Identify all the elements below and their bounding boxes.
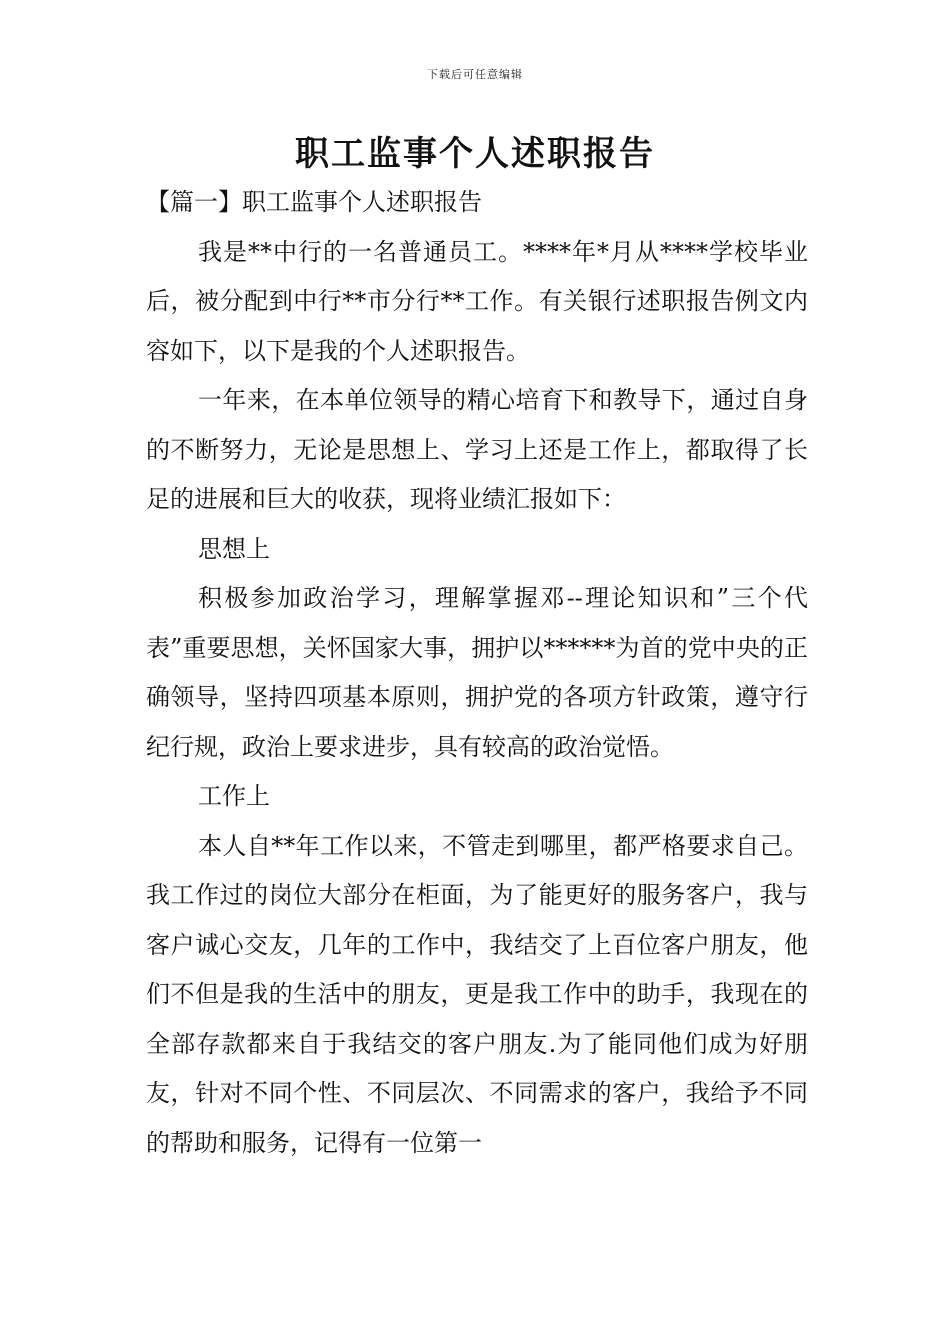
- paragraph-summary: 一年来，在本单位领导的精心培育下和教导下，通过自身的不断努力，无论是思想上、学习上还是工作上，都取得了长足的进展和巨大的收获，现将业绩汇报如下：: [146, 386, 808, 513]
- document-body: [146, 178, 808, 1168]
- section-label: 【篇一】职工监事个人述职报告: [146, 188, 482, 216]
- paragraph-thought: 积极参加政治学习，理解掌握邓--理论知识和”三个代表”重要思想，关怀国家大事，拥护以******为首的党中央的正确领导，坚持四项基本原则，拥护党的各项方针政策，遵守行纪行规，政治上要求进步，具有较高的政治觉悟。: [146, 584, 808, 761]
- paragraph-work: 本人自**年工作以来，不管走到哪里，都严格要求自己。我工作过的岗位大部分在柜面，为了能更好的服务客户，我与客户诚心交友，几年的工作中，我结交了上百位客户朋友，他们不但是我的生活中的朋友，更是我工作中的助手，我现在的全部存款都来自于我结交的客户朋友.为了能同他们成为好朋友，针对不同个性、不同层次、不同需求的客户，我给予不同的帮助和服务，记得有一位第一: [146, 831, 808, 1157]
- subheading-work: 工作上: [198, 782, 270, 810]
- subheading-thought: 思想上: [198, 534, 270, 563]
- header-note: 下载后可任意编辑: [427, 68, 523, 81]
- document-title: 职工监事个人述职报告: [295, 134, 655, 174]
- paragraph-intro: 我是**中行的一名普通员工。****年*月从****学校毕业后，被分配到中行**市分行**工作。有关银行述职报告例文内容如下，以下是我的个人述职报告。: [146, 237, 808, 365]
